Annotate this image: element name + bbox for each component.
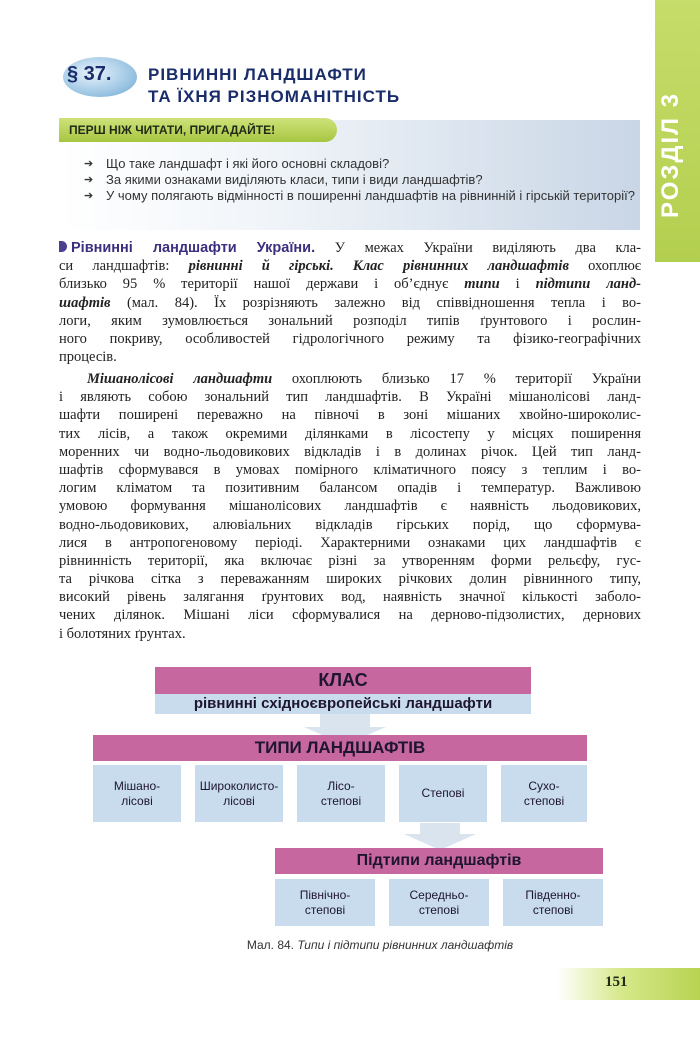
diagram-type-box: Широколисто- лісові [195, 765, 283, 822]
question-text: У чому полягають відмінності в поширенні ландшафтів на рівнинній і гірській території? [106, 188, 635, 203]
arrow-icon: ➔ [84, 190, 94, 202]
diagram-type-box: Степові [399, 765, 487, 822]
arrow-icon: ➔ [84, 174, 94, 186]
diagram-class-name: рівнинні східноєвропейські ландшафти [155, 694, 531, 714]
down-arrow-icon [404, 823, 476, 850]
title-line-2: ТА ЇХНЯ РІЗНОМАНІТНІСТЬ [148, 87, 401, 106]
diagram-type-box: Мішано- лісові [93, 765, 181, 822]
text-line: процесів. [59, 349, 117, 366]
text-line: і болотяних ґрунтах. [59, 625, 186, 642]
prereading-heading: ПЕРШ НІЖ ЧИТАТИ, ПРИГАДАЙТЕ! [59, 118, 337, 142]
text-line: та річкова сітка з переважанням широких річкових долин рівнинного типу, [59, 571, 641, 588]
text-line: водно-льодовикових, алювіальних відкладів гірських порід, що сформува- [59, 516, 641, 533]
text-line: чених ділянок. Мішані ліси сформувалися на дерново-підзолистих, дернових [59, 607, 641, 624]
text-line: шафтів (мал. 84). Їх розрізняють залежно від співвідношення тепла і во- [59, 294, 641, 311]
text-line: логим кліматом та позитивним балансом опадів і температур. Важливою [59, 480, 641, 497]
text-line: логи, яким зумовлюється зональний розподіл типів ґрунтового і рослин- [59, 312, 641, 329]
diagram-class-title: КЛАС [155, 667, 531, 694]
paragraph-number: § 37. [67, 63, 112, 85]
text-line: близько 95 % території нашої держави і об’єднує типи і підтипи ланд- [59, 276, 641, 293]
text-line: моренних чи водно-льодовикових відкладів і в долинах річок. Цей тип ланд- [59, 443, 641, 460]
diagram-type-box: Лісо- степові [297, 765, 385, 822]
text-line: Рівнинні ландшафти України. У межах України виділяють два кла- [59, 239, 641, 257]
arrow-icon: ➔ [84, 158, 94, 170]
text-line: тих лісів, а також окремими ділянками в лісостепу у місцях поширення [59, 425, 641, 442]
text-line: ного покриву, особливостей гідрологічного режиму та фізико-географічних [59, 330, 641, 347]
text-line: си ландшафтів: рівнинні й гірські. Клас рівнинних ландшафтів охоплює [59, 258, 641, 275]
text-line: шафтів сформувався в умовах помірного кліматичного поясу з теплим і во- [59, 461, 641, 478]
question-text: За якими ознаками виділяють класи, типи і види ландшафтів? [106, 172, 483, 187]
title-line-1: РІВНИННІ ЛАНДШАФТИ [148, 65, 367, 84]
page-number: 151 [605, 974, 628, 990]
text-line: і являють собою зональний тип ландшафтів. В Україні мішанолісові ланд- [59, 389, 641, 406]
text-line: шафти поширені переважно на півночі в зоні мішаних хвойно-широколис- [59, 407, 641, 424]
text-line: Мішанолісові ландшафти охоплюють близько 17 % території України [87, 371, 641, 387]
text-line: рівнинність території, яка включає різні за утворенням форми рельєфу, гус- [59, 552, 641, 569]
question-text: Що таке ландшафт і які його основні складові? [106, 156, 390, 171]
figure-caption: Мал. 84. Типи і підтипи рівнинних ландшафтів [246, 938, 514, 952]
text-line: лися в антропогеновому періоді. Характерними ознаками цих ландшафтів є [59, 534, 641, 551]
footer-bar [557, 968, 700, 1000]
diagram-subtypes-title: Підтипи ландшафтів [275, 848, 603, 874]
diagram-types-title: ТИПИ ЛАНДШАФТІВ [93, 735, 587, 761]
text-line: високий рівень залягання ґрунтових вод, наявність значної кількості заболо- [59, 589, 641, 606]
text-line: умовою формування мішанолісових ландшафтів є наявність льодовикових, [59, 498, 641, 515]
diagram-subtype-box: Південно- степові [503, 879, 603, 926]
section-heading: Рівнинні ландшафти України. [71, 240, 316, 256]
chapter-label: РОЗДІЛ 3 [657, 92, 684, 219]
diagram-type-box: Сухо- степові [501, 765, 587, 822]
diagram-subtype-box: Середньо- степові [389, 879, 489, 926]
diagram-subtype-box: Північно- степові [275, 879, 375, 926]
